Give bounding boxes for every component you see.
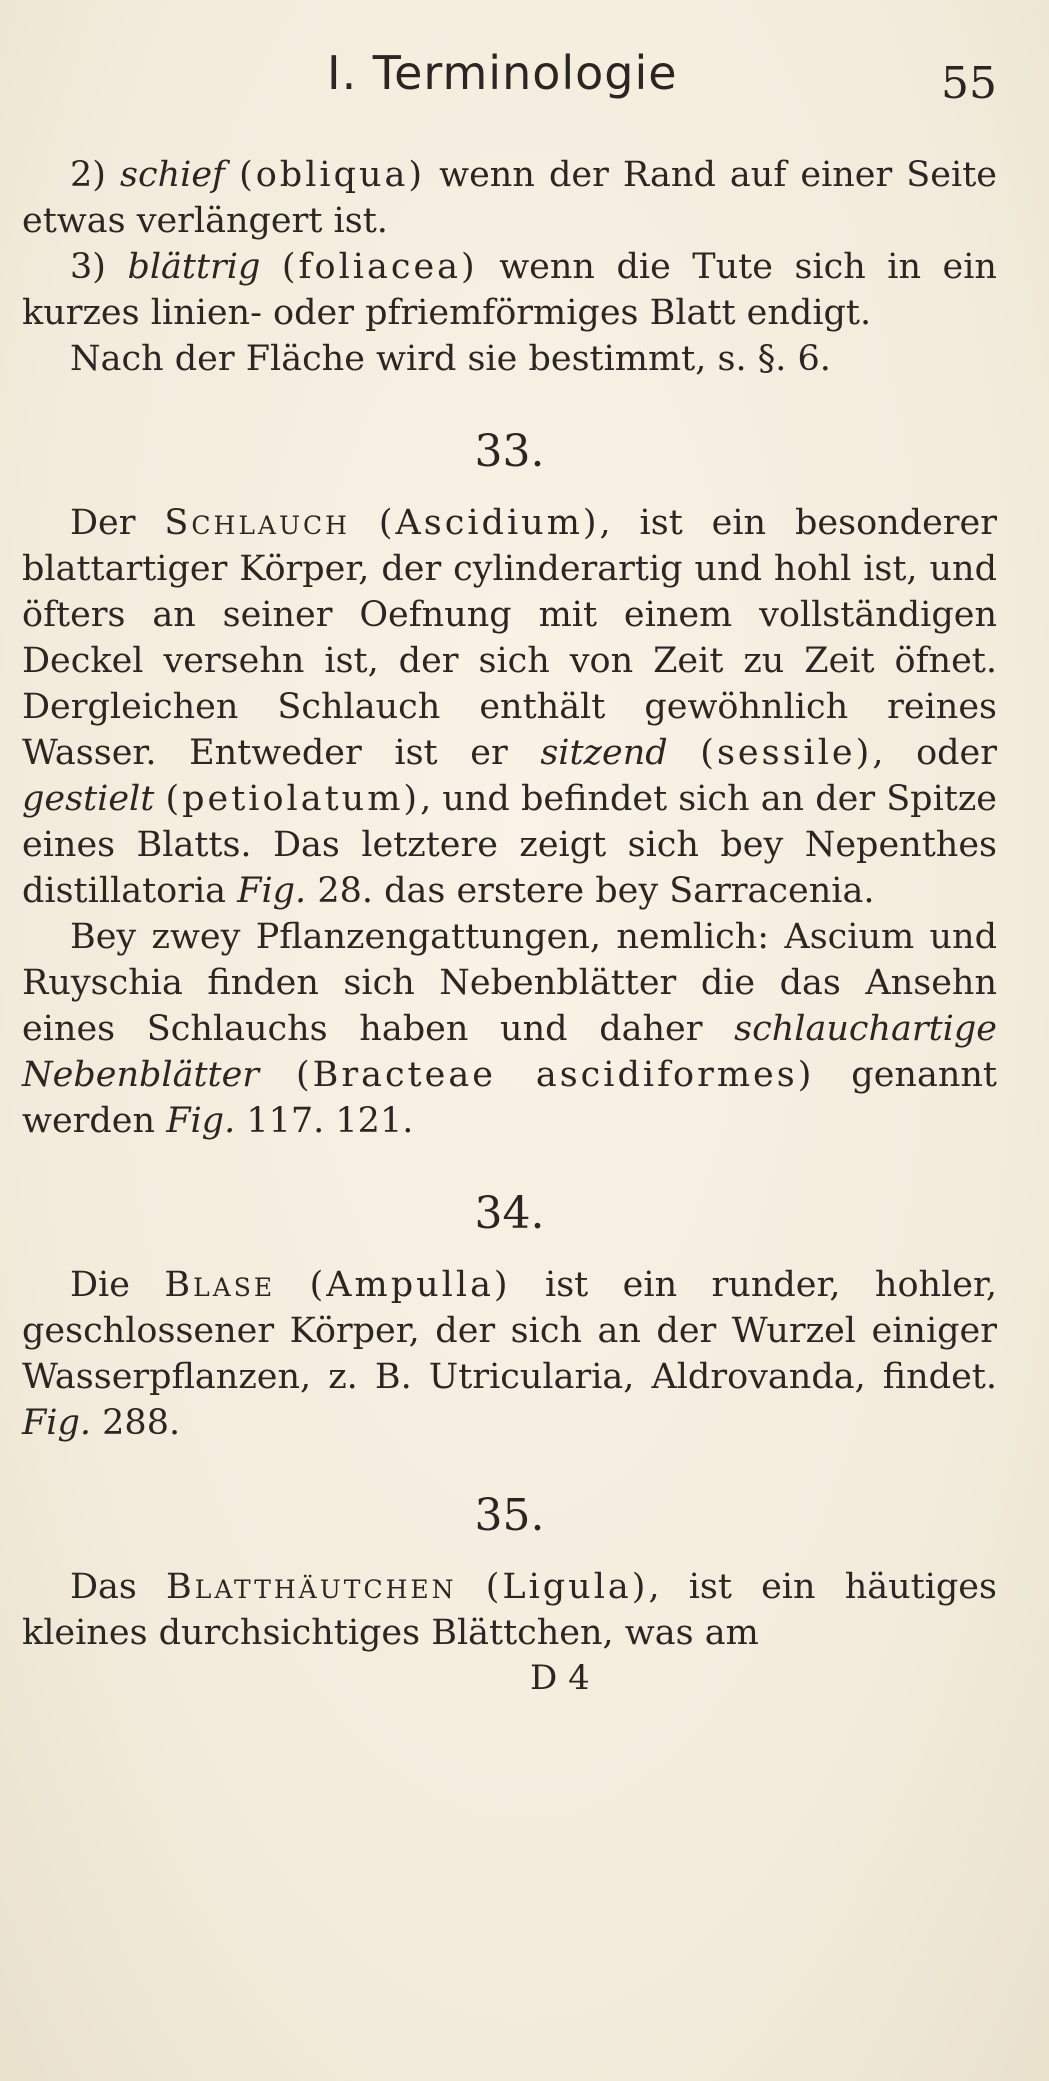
paragraph-nebenblaetter: Bey zwey Pflanzengattungen, nemlich: Ascium und Ruyschia finden sich Nebenblätter die das Ansehn eines Schlauchs haben und daher schlauchartige Nebenblätter (Bracteae ascidiformes) genannt werden Fig. 117. 121. xyxy=(22,917,997,1141)
page-number: 55 xyxy=(941,58,997,109)
section-heading-35: 35. xyxy=(474,1490,545,1541)
paragraph-schlauch: Der Schlauch (Ascidium), ist ein besonderer blattartiger Körper, der cylinderartig und hohl ist, und öfters an seiner Oefnung mit einem vollständigen Deckel versehn ist, der sich von Zeit zu Zeit öfnet. Dergleichen Schlauch enthält gewöhnlich reines Wasser. Entweder ist er sitzend (sessile), oder gestielt (petiolatum), und befindet sich an der Spitze eines Blatts. Das letztere zeigt sich bey Nepenthes distillatoria Fig. 28. das erstere bey Sarracenia. xyxy=(22,503,997,911)
running-head xyxy=(22,40,997,109)
list-item-3: 3) blättrig (foliacea) wenn die Tute sich in ein kurzes linien- oder pfriemförmiges Blatt endigt. xyxy=(22,247,997,333)
paragraph-blatthaeutchen: Das Blatthäutchen (Ligula), ist ein häutiges kleines durchsichtiges Blättchen, was am xyxy=(22,1567,997,1653)
signature-mark: D 4 xyxy=(530,1658,590,1698)
list-item-2: 2) schief (obliqua) wenn der Rand auf einer Seite etwas verlängert ist. xyxy=(22,155,997,241)
section-heading-33: 33. xyxy=(474,426,545,477)
note-paragraph: Nach der Fläche wird sie bestimmt, s. §. 6. xyxy=(70,339,831,379)
paragraph-blase: Die Blase (Ampulla) ist ein runder, hohler, geschlossener Körper, der sich an der Wurzel einiger Wasserpflanzen, z. B. Utricularia, Aldrovanda, findet. Fig. 288. xyxy=(22,1265,997,1443)
section-heading-34: 34. xyxy=(474,1188,545,1239)
chapter-title: I. Terminologie xyxy=(327,46,678,100)
